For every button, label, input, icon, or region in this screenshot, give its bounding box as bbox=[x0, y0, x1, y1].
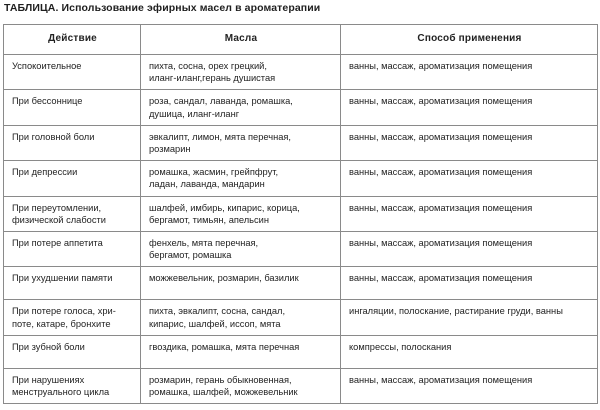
cell-method bbox=[341, 232, 598, 267]
cell-line: При потере аппетита bbox=[12, 238, 103, 249]
column-header-oils: Масла bbox=[141, 25, 341, 55]
cell-oils bbox=[141, 232, 341, 267]
cell-action bbox=[4, 55, 141, 90]
cell-line: ванны, массаж, ароматизация помещения bbox=[349, 167, 533, 178]
cell-line: розмарин, герань обыкновенная, bbox=[149, 374, 292, 385]
cell-line: компрессы, полоскания bbox=[349, 341, 452, 352]
cell-method bbox=[341, 300, 598, 335]
cell-oils bbox=[141, 161, 341, 196]
cell-method bbox=[341, 125, 598, 160]
table-title: ТАБЛИЦА. Использование эфирных масел в ароматерапии bbox=[4, 2, 321, 14]
cell-line: При переутомлении, bbox=[12, 202, 102, 213]
cell-line: пихта, сосна, орех грецкий, bbox=[149, 61, 267, 71]
cell-line: бергамот, тимьян, апельсин bbox=[149, 214, 270, 225]
table-row bbox=[4, 161, 598, 196]
cell-oils bbox=[141, 90, 341, 125]
cell-oils bbox=[141, 55, 341, 90]
cell-line: гвоздика, ромашка, мята перечная bbox=[149, 341, 300, 352]
cell-line: ванны, массаж, ароматизация помещения bbox=[349, 202, 533, 213]
cell-method bbox=[341, 90, 598, 125]
cell-line: При депрессии bbox=[12, 167, 78, 178]
cell-line: ванны, массаж, ароматизация помещения bbox=[349, 96, 533, 107]
table-row bbox=[4, 232, 598, 267]
cell-oils bbox=[141, 300, 341, 335]
cell-line: поте, катаре, бронхите bbox=[12, 318, 111, 329]
cell-method bbox=[341, 368, 598, 403]
table-row bbox=[4, 300, 598, 335]
cell-line: можжевельник, розмарин, базилик bbox=[149, 273, 299, 284]
cell-line: При бессоннице bbox=[12, 96, 83, 107]
cell-line: фенхель, мята перечная, bbox=[149, 238, 259, 249]
cell-line: ванны, массаж, ароматизация помещения bbox=[349, 61, 533, 71]
cell-action bbox=[4, 368, 141, 403]
cell-line: При потере голоса, хри- bbox=[12, 306, 116, 317]
cell-method bbox=[341, 55, 598, 90]
cell-line: ванны, массаж, ароматизация помещения bbox=[349, 374, 533, 385]
cell-action bbox=[4, 90, 141, 125]
table-header bbox=[4, 25, 598, 55]
cell-line: ромашка, шалфей, можжевельник bbox=[149, 387, 298, 398]
cell-action bbox=[4, 161, 141, 196]
cell-action bbox=[4, 335, 141, 368]
cell-line: При зубной боли bbox=[12, 341, 85, 352]
table-row bbox=[4, 335, 598, 368]
cell-line: Успокоительное bbox=[12, 61, 82, 71]
cell-line: менструального цикла bbox=[12, 387, 110, 398]
cell-line: ладан, лаванда, мандарин bbox=[149, 179, 265, 190]
cell-line: шалфей, имбирь, кипарис, корица, bbox=[149, 202, 300, 213]
table-row bbox=[4, 196, 598, 231]
cell-line: душица, иланг-иланг bbox=[149, 108, 240, 119]
cell-line: роза, сандал, лаванда, ромашка, bbox=[149, 96, 293, 107]
cell-line: пихта, эвкалипт, сосна, сандал, bbox=[149, 306, 286, 317]
cell-oils bbox=[141, 125, 341, 160]
cell-line: иланг-иланг,герань душистая bbox=[149, 73, 276, 84]
cell-action bbox=[4, 125, 141, 160]
cell-line: ромашка, жасмин, грейпфрут, bbox=[149, 167, 279, 178]
cell-action bbox=[4, 232, 141, 267]
table-row bbox=[4, 90, 598, 125]
column-header-action: Действие bbox=[4, 25, 141, 55]
cell-line: эвкалипт, лимон, мята перечная, bbox=[149, 131, 291, 142]
cell-oils bbox=[141, 267, 341, 300]
cell-line: При головной боли bbox=[12, 131, 95, 142]
cell-line: кипарис, шалфей, иссоп, мята bbox=[149, 318, 281, 329]
cell-action bbox=[4, 267, 141, 300]
cell-line: ингаляции, полоскание, растирание груди, ванны bbox=[349, 306, 563, 317]
cell-line: ванны, массаж, ароматизация помещения bbox=[349, 238, 533, 249]
table-row bbox=[4, 267, 598, 300]
cell-method bbox=[341, 196, 598, 231]
cell-line: При ухудшении памяти bbox=[12, 273, 113, 284]
cell-line: физической слабости bbox=[12, 214, 106, 225]
cell-oils bbox=[141, 196, 341, 231]
cell-line: бергамот, ромашка bbox=[149, 250, 232, 261]
cell-action bbox=[4, 196, 141, 231]
table-header-row bbox=[4, 25, 598, 55]
aromatherapy-table bbox=[3, 24, 598, 404]
cell-method bbox=[341, 161, 598, 196]
table-body bbox=[4, 55, 598, 404]
cell-method bbox=[341, 335, 598, 368]
cell-action bbox=[4, 300, 141, 335]
cell-line: При нарушениях bbox=[12, 374, 85, 385]
cell-oils bbox=[141, 335, 341, 368]
table-row bbox=[4, 55, 598, 90]
cell-line: розмарин bbox=[149, 144, 191, 155]
column-header-method: Способ применения bbox=[341, 25, 598, 55]
cell-method bbox=[341, 267, 598, 300]
cell-line: ванны, массаж, ароматизация помещения bbox=[349, 131, 533, 142]
cell-oils bbox=[141, 368, 341, 403]
table-row bbox=[4, 368, 598, 403]
cell-line: ванны, массаж, ароматизация помещения bbox=[349, 273, 533, 284]
table-row bbox=[4, 125, 598, 160]
